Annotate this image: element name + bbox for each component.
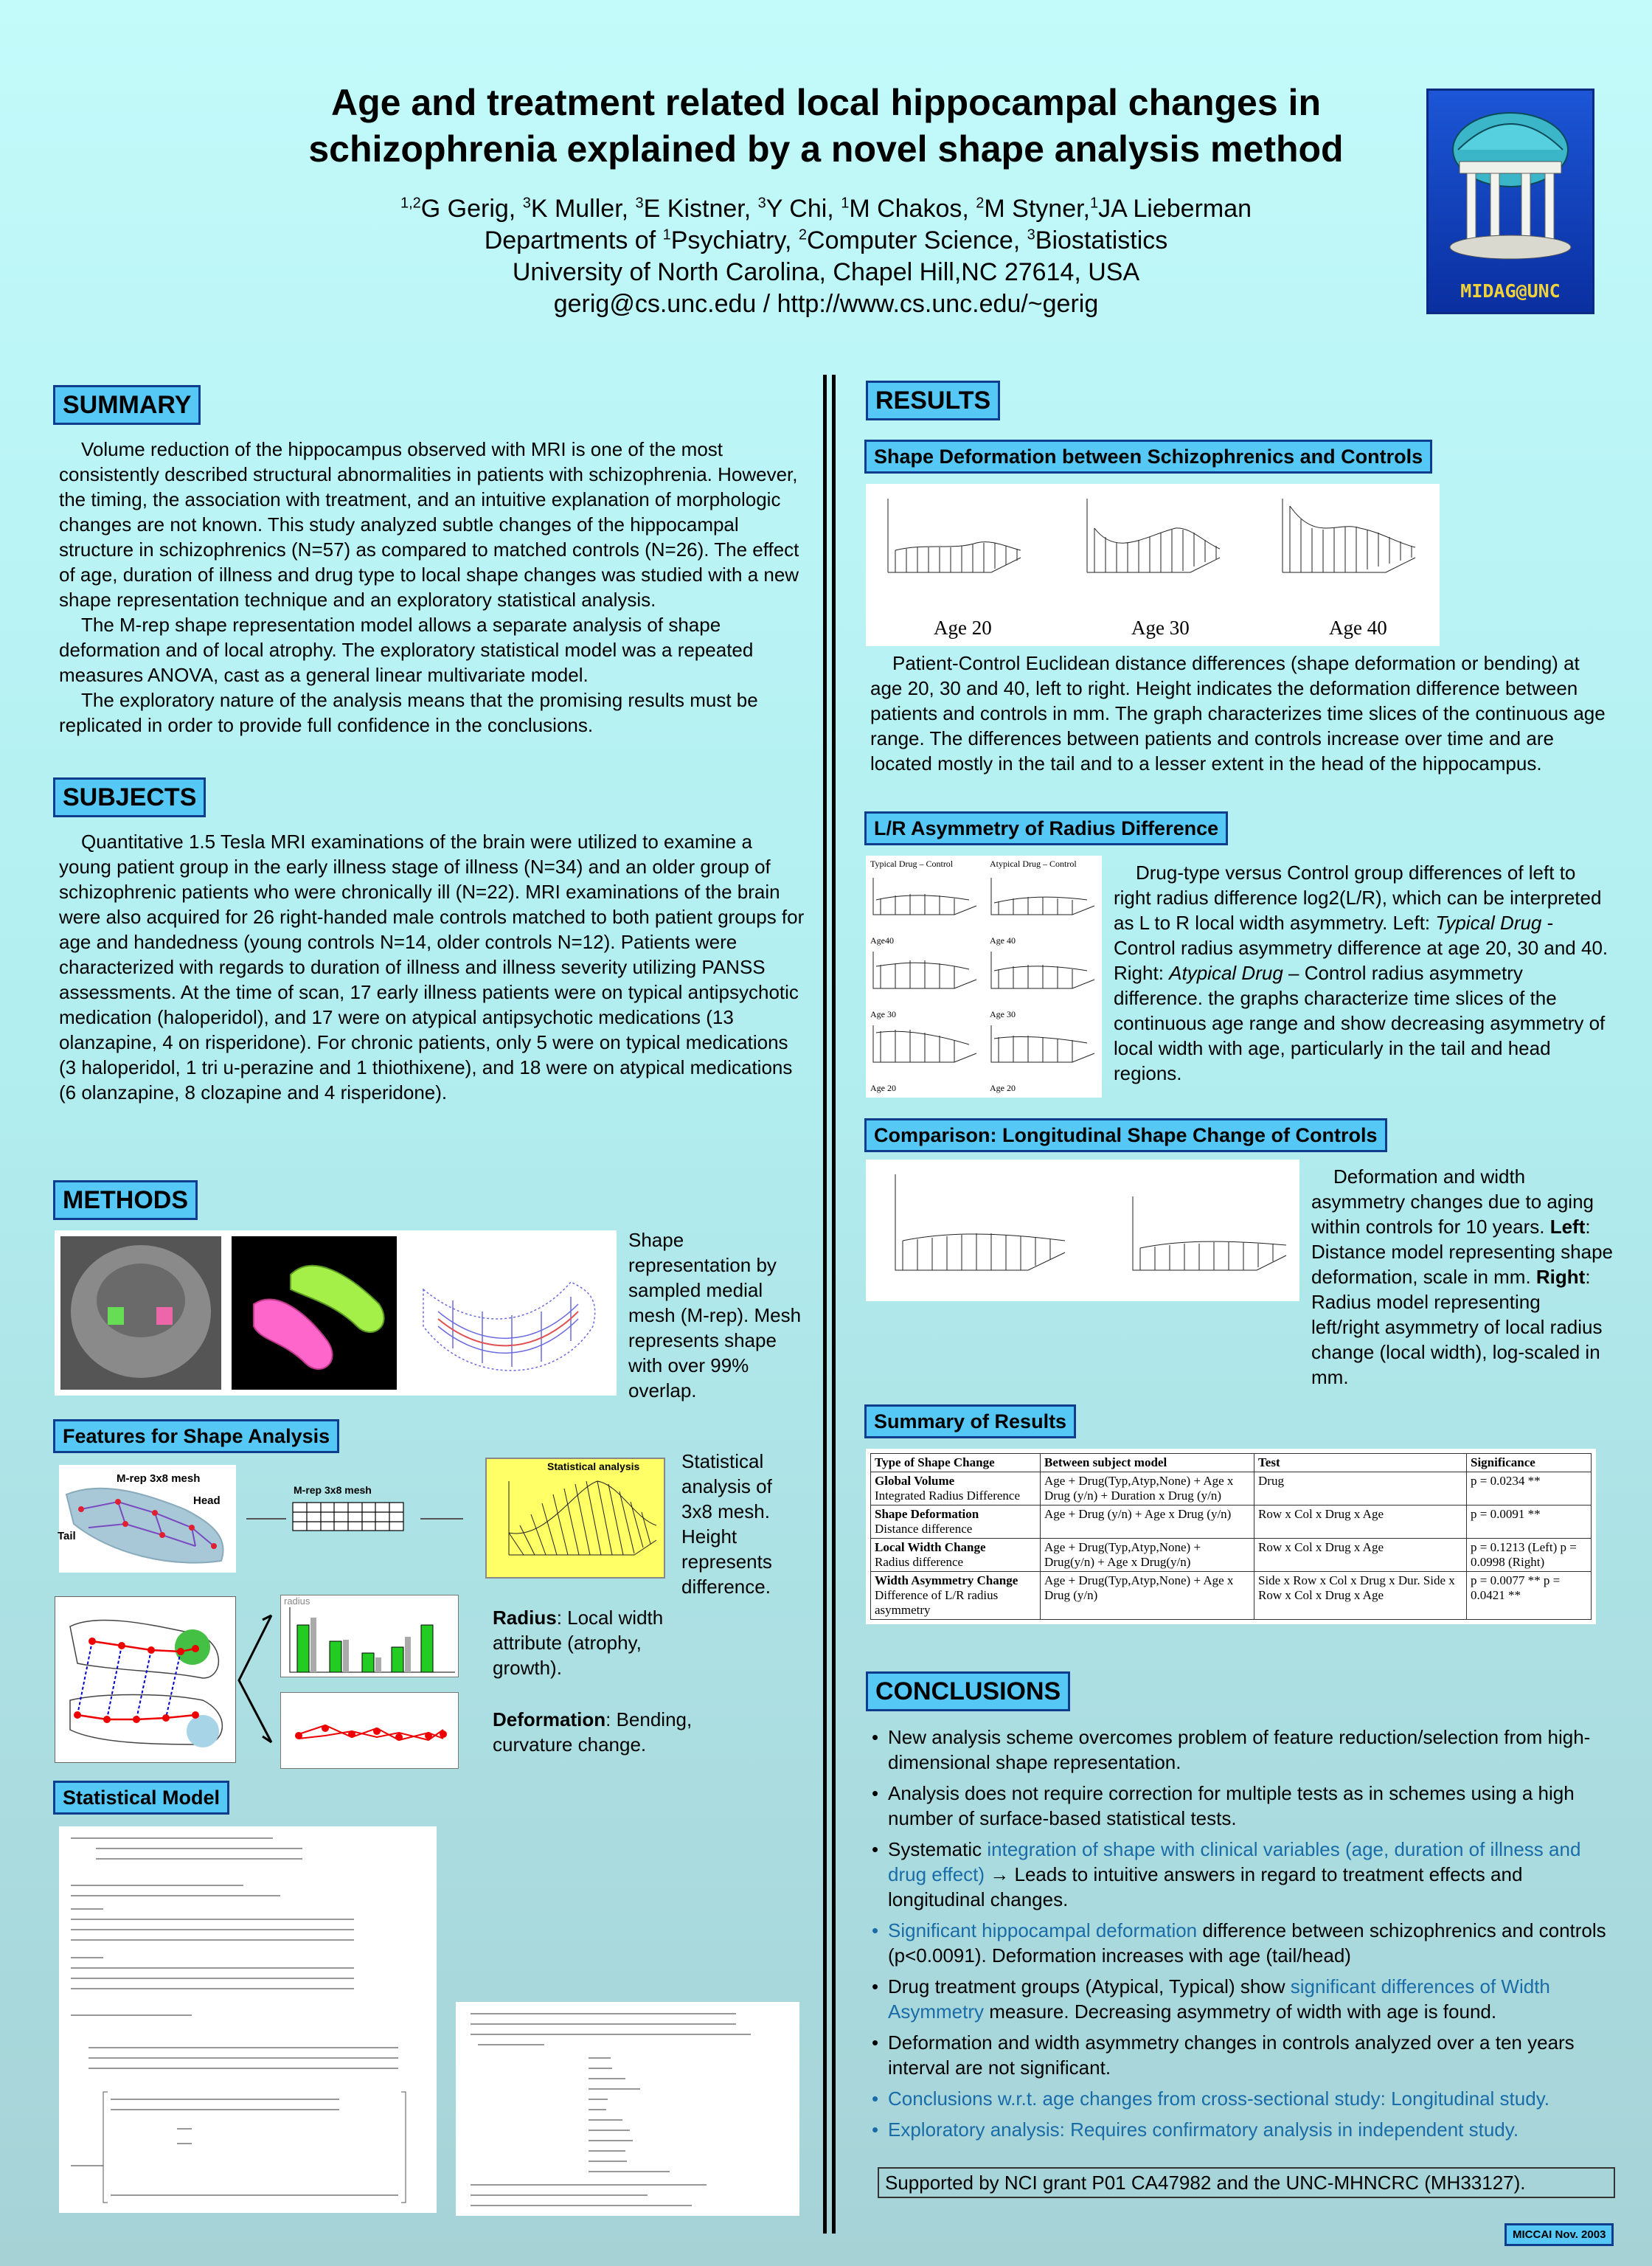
author-name: M Styner, xyxy=(984,195,1090,223)
deformation-term: Deformation xyxy=(493,1708,606,1730)
list-item xyxy=(869,1918,1614,1968)
long-bold: Left xyxy=(1549,1216,1586,1238)
longitudinal-text xyxy=(1311,1164,1614,1390)
cell-type: Integrated Radius Difference xyxy=(875,1489,1020,1503)
longitudinal-heading: Comparison: Longitudinal Shape Change of Controls xyxy=(864,1118,1387,1152)
cell-significance: p = 0.0077 ** p = 0.0421 ** xyxy=(1467,1572,1592,1620)
branch-arrows xyxy=(235,1612,279,1749)
author-name: G Gerig, xyxy=(420,195,523,223)
summary-of-results-table xyxy=(866,1449,1596,1624)
old-well-icon xyxy=(1429,91,1592,268)
university: University of North Carolina, Chapel Hill,NC 27614, USA xyxy=(512,258,1140,286)
age-label: Age 40 xyxy=(1329,617,1387,639)
radius-chart-label: radius xyxy=(284,1595,310,1607)
methods-heading: METHODS xyxy=(53,1180,198,1220)
item-highlight: Significant hippocampal deformation xyxy=(888,1919,1198,1941)
cell-significance: p = 0.0234 ** xyxy=(1467,1472,1592,1506)
dept-name: Computer Science, xyxy=(807,226,1027,254)
lr-row-label: Age 20 xyxy=(870,1083,896,1093)
stat-analysis-label: Statistical analysis xyxy=(547,1461,640,1472)
author-block xyxy=(221,193,1431,320)
deformation-description xyxy=(493,1707,736,1757)
age-label: Age 20 xyxy=(934,617,992,639)
author-name: E Kistner, xyxy=(643,195,758,223)
cell-model: Age + Drug(Typ,Atyp,None) + Drug(y/n) + Age x Drug(y/n) xyxy=(1041,1539,1254,1572)
caption-paragraph: Patient-Control Euclidean distance differences (shape deformation or bending) at age 20, 30 and 40, left to right. Height indicates the deformation difference between patients and controls in mm. The graph characterizes time slices of the continuous age range. The differences between patients and controls increase over time and are located mostly in the tail and to a lesser extent in the head of the hippocampus. xyxy=(870,652,1606,775)
shape-deformation-caption xyxy=(870,651,1608,776)
summary-heading: SUMMARY xyxy=(53,385,201,425)
cell-type-bold: Local Width Change xyxy=(875,1540,986,1554)
glm-equations-figure xyxy=(59,1826,437,2213)
title-line-1: Age and treatment related local hippocampal changes in xyxy=(331,82,1321,123)
list-item xyxy=(869,2086,1614,2111)
list-item xyxy=(869,1837,1614,1912)
dept-prefix: Departments of xyxy=(484,226,663,254)
lr-row-label: Age 30 xyxy=(870,1009,896,1019)
cell-type-bold: Global Volume xyxy=(875,1474,955,1488)
summary-of-results-heading: Summary of Results xyxy=(864,1404,1076,1438)
head-label: Head xyxy=(193,1494,221,1507)
cell-type-bold: Width Asymmetry Change xyxy=(875,1573,1018,1587)
cell-type-bold: Shape Deformation xyxy=(875,1507,979,1521)
long-text: : Radius model representing left/right asymmetry of local radius change (local width), log-scaled in mm. xyxy=(1311,1266,1603,1388)
dept-name: Biostatistics xyxy=(1035,226,1168,254)
radius-def: : Local width attribute (atrophy, growth). xyxy=(493,1607,664,1679)
cell-test: Row x Col x Drug x Age xyxy=(1254,1506,1467,1539)
lr-asymmetry-figure xyxy=(866,856,1102,1098)
item-text: Drug treatment groups (Atypical, Typical) show xyxy=(888,1975,1291,1998)
col-header: Significance xyxy=(1467,1454,1592,1472)
table-row xyxy=(871,1572,1592,1620)
departments xyxy=(221,225,1431,257)
author-list xyxy=(221,193,1431,225)
arrow-line xyxy=(420,1518,463,1520)
item-text: Systematic xyxy=(888,1838,988,1860)
col-header: Test xyxy=(1254,1454,1467,1472)
long-bold: Right xyxy=(1535,1266,1586,1288)
table-header-row xyxy=(871,1454,1592,1472)
affil-sup: 3 xyxy=(635,195,644,212)
lr-col-label: Typical Drug – Control xyxy=(870,859,954,869)
contact: gerig@cs.unc.edu / http://www.cs.unc.edu/~gerig xyxy=(553,290,1099,318)
lr-col-label: Atypical Drug – Control xyxy=(990,859,1077,869)
author-name: K Muller, xyxy=(530,195,636,223)
cell-type: Distance difference xyxy=(875,1522,973,1536)
lr-text: - Control radius asymmetry difference at age 20, 30 and 40. Right: xyxy=(1114,912,1608,984)
item-highlight: Conclusions w.r.t. age changes from cross-sectional study: Longitudinal study. xyxy=(888,2087,1549,2110)
item-highlight: integration of shape with clinical variables (age, duration of illness and drug effect) xyxy=(888,1838,1581,1885)
author-name: JA Lieberman xyxy=(1098,195,1252,223)
lr-row-label: Age 40 xyxy=(990,935,1016,946)
item-text: → Leads to intuitive answers in regard to treatment effects and longitudinal changes. xyxy=(888,1863,1523,1910)
longitudinal-figure xyxy=(866,1160,1299,1301)
deformation-figure xyxy=(280,1692,459,1769)
radius-description xyxy=(493,1605,699,1680)
lr-row-label: Age40 xyxy=(870,935,894,946)
item-text: Deformation and width asymmetry changes in controls analyzed over a ten years interval are not significant. xyxy=(888,2031,1575,2079)
mrep-figure xyxy=(55,1230,617,1396)
conclusions-list xyxy=(869,1725,1614,2148)
item-highlight: Exploratory analysis: Requires confirmatory analysis in independent study. xyxy=(888,2118,1519,2141)
long-text: : Distance model representing shape deformation, scale in mm. xyxy=(1311,1216,1614,1288)
list-item xyxy=(869,1974,1614,2024)
affil-sup: 3 xyxy=(757,195,766,212)
lr-italic: Typical Drug xyxy=(1435,912,1542,934)
subjects-heading: SUBJECTS xyxy=(53,777,206,817)
affil-sup: 3 xyxy=(1027,226,1035,243)
cell-significance: p = 0.0091 ** xyxy=(1467,1506,1592,1539)
poster-title xyxy=(221,80,1431,173)
arrow-line xyxy=(246,1518,286,1520)
affil-sup: 1,2 xyxy=(400,195,421,212)
lr-asymmetry-text xyxy=(1114,860,1609,1086)
affil-sup: 3 xyxy=(522,195,531,212)
table-row xyxy=(871,1539,1592,1572)
item-text: Analysis does not require correction for multiple tests as in schemes using a high number of surface-based statistical tests. xyxy=(888,1782,1575,1829)
column-divider xyxy=(832,375,836,2234)
affil-sup: 2 xyxy=(976,195,985,212)
features-heading: Features for Shape Analysis xyxy=(53,1419,339,1453)
dept-name: Psychiatry, xyxy=(670,226,799,254)
results-heading: RESULTS xyxy=(866,381,1000,420)
mrep-hippocampus-figure xyxy=(59,1465,236,1573)
cell-model: Age + Drug(Typ,Atyp,None) + Age x Drug (y/n) + Duration x Drug (y/n) xyxy=(1041,1472,1254,1506)
mrep-grid xyxy=(292,1502,404,1535)
item-text: New analysis scheme overcomes problem of feature reduction/selection from high-dimensional shape representation. xyxy=(888,1726,1591,1773)
cell-test: Drug xyxy=(1254,1472,1467,1506)
cell-type: Difference of L/R radius asymmetry xyxy=(875,1588,999,1617)
mrep-label: M-rep 3x8 mesh xyxy=(117,1472,201,1485)
item-text: difference between schizophrenics and controls (p<0.0091). Deformation increases with age (tail/head) xyxy=(888,1919,1606,1967)
item-text: measure. Decreasing asymmetry of width with age is found. xyxy=(984,2000,1497,2023)
list-item xyxy=(869,1725,1614,1775)
tail-label: Tail xyxy=(58,1530,76,1542)
summary-paragraph: The M-rep shape representation model allows a separate analysis of shape deformation and of local atrophy. The exploratory statistical model was a repeated measures ANOVA, cast as a general linear multivariate model. xyxy=(59,614,754,686)
affil-sup: 2 xyxy=(798,226,808,243)
table-row xyxy=(871,1472,1592,1506)
grant-note: Supported by NCI grant P01 CA47982 and the UNC-MHNCRC (MH33127). xyxy=(878,2167,1615,2198)
list-item xyxy=(869,2117,1614,2142)
lr-text: – Control radius asymmetry difference. the graphs characterize time slices of the continuous age range and show decreasing asymmetry of local width with age, particularly in the tail and head regions. xyxy=(1114,962,1606,1084)
lr-italic: Atypical Drug xyxy=(1169,962,1283,984)
shape-deformation-figure xyxy=(866,484,1440,646)
stat-analysis-text: Statistical analysis of 3x8 mesh. Height represents difference. xyxy=(681,1450,772,1598)
statistical-analysis-figure xyxy=(485,1458,665,1579)
lr-text: Drug-type versus Control group differences of left to right radius difference log2(L/R), which can be interpreted as L to R local width asymmetry. Left: xyxy=(1114,862,1602,934)
affil-sup: 1 xyxy=(662,226,671,243)
lr-asymmetry-heading: L/R Asymmetry of Radius Difference xyxy=(864,811,1228,845)
list-item xyxy=(869,1781,1614,1831)
author-name: Y Chi, xyxy=(766,195,841,223)
statmodel-heading: Statistical Model xyxy=(53,1781,229,1815)
shape-rep-text: Shape representation by sampled medial mesh (M-rep). Mesh represents shape with over 99% overlap. xyxy=(628,1229,802,1401)
glm-hypothesis-figure xyxy=(456,2002,799,2216)
summary-paragraph: The exploratory nature of the analysis means that the promising results must be replicated in order to provide full confidence in the conclusions. xyxy=(59,689,758,736)
affil-sup: 1 xyxy=(1090,195,1099,212)
cell-model: Age + Drug(Typ,Atyp,None) + Age x Drug (y/n) xyxy=(1041,1572,1254,1620)
title-line-2: schizophrenia explained by a novel shape analysis method xyxy=(308,128,1344,170)
list-item xyxy=(869,2030,1614,2080)
table-row xyxy=(871,1506,1592,1539)
subjects-text xyxy=(59,829,805,1105)
lr-row-label: Age 30 xyxy=(990,1009,1016,1019)
deformation-def: : Bending, curvature change. xyxy=(493,1708,693,1756)
cell-test: Row x Col x Drug x Age xyxy=(1254,1539,1467,1572)
results-table xyxy=(870,1453,1592,1620)
affil-sup: 1 xyxy=(841,195,850,212)
midag-logo xyxy=(1426,89,1594,314)
logo-label: MIDAG@UNC xyxy=(1460,280,1561,302)
long-text: Deformation and width asymmetry changes due to aging within controls for 10 years. xyxy=(1311,1165,1594,1238)
item-highlight: significant differences of Width Asymmetry xyxy=(888,1975,1550,2023)
radius-bar-chart xyxy=(280,1595,459,1677)
col-header: Between subject model xyxy=(1041,1454,1254,1472)
cell-test: Side x Row x Col x Drug x Dur. Side x Row x Col x Drug x Age xyxy=(1254,1572,1467,1620)
mrep-grid-label: M-rep 3x8 mesh xyxy=(294,1484,372,1496)
cell-model: Age + Drug (y/n) + Age x Drug (y/n) xyxy=(1041,1506,1254,1539)
summary-paragraph: Volume reduction of the hippocampus observed with MRI is one of the most consistently described structural abnormalities in patients with schizophrenia. However, the timing, the association with treatment, and an intuitive explanation of morphologic changes are not known. This study analyzed subtle changes of the hippocampal structure in schizophrenics (N=57) as compared to matched controls (N=26). The effect of age, duration of illness and drug type to local shape changes was studied with a new shape representation technique and an exploratory statistical analysis. xyxy=(59,438,799,611)
cell-significance: p = 0.1213 (Left) p = 0.0998 (Right) xyxy=(1467,1539,1592,1572)
miccai-badge: MICCAI Nov. 2003 xyxy=(1504,2223,1614,2246)
summary-text xyxy=(59,437,805,738)
cell-type: Radius difference xyxy=(875,1555,964,1569)
author-name: M Chakos, xyxy=(849,195,976,223)
conclusions-heading: CONCLUSIONS xyxy=(866,1671,1070,1711)
mrep-medial-figure xyxy=(55,1596,236,1763)
age-label: Age 30 xyxy=(1131,617,1190,639)
lr-row-label: Age 20 xyxy=(990,1083,1016,1093)
col-header: Type of Shape Change xyxy=(871,1454,1041,1472)
radius-term: Radius xyxy=(493,1607,557,1629)
shape-deformation-heading: Shape Deformation between Schizophrenics and Controls xyxy=(864,440,1432,474)
column-divider xyxy=(823,375,827,2234)
subjects-paragraph: Quantitative 1.5 Tesla MRI examinations of the brain were utilized to examine a young patient group in the early illness stage of illness (N=34) and an older group of schizophrenic patients who were chronically ill (N=22). MRI examinations of the brain were also acquired for 26 right-handed male controls matched to both patient groups for age and handedness (young controls N=14, older controls N=12). Patients were characterized with regards to duration of illness and illness severity utilizing PANSS assessments. At the time of scan, 17 early illness patients were on typical antipsychotic medication (haloperidol), and 17 were on atypical antipsychotic medications (13 olanzapine, 4 on risperidone). For chronic patients, only 5 were on typical medications (3 haloperidol, 1 tri u-perazine and 1 thiothixene), and 18 were on atypical medications (6 olanzapine, 8 clozapine and 4 risperidone). xyxy=(59,831,805,1103)
